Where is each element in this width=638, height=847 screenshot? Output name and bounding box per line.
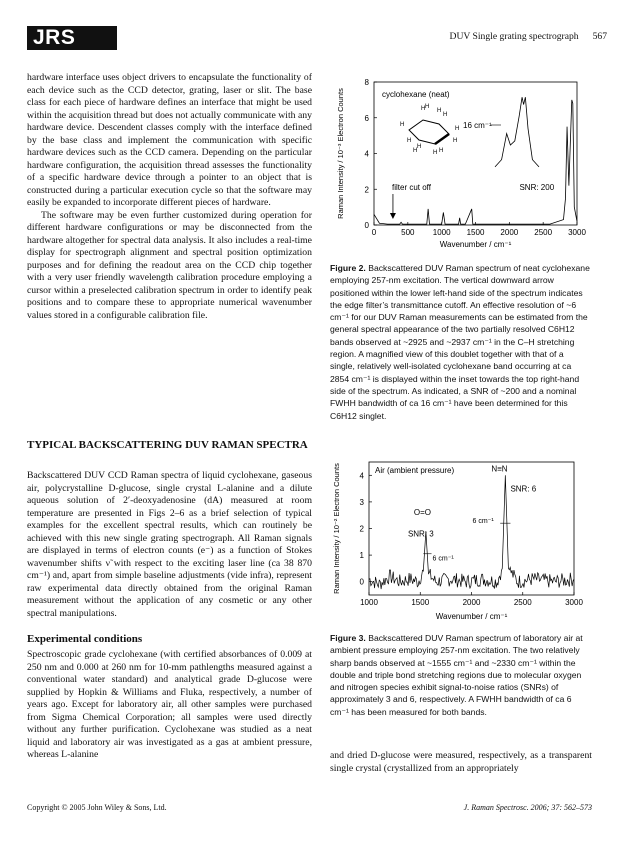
paragraph-software-customization: The software may be even further customized during operation for different hardware configurations or may be disconnected from the hardware altogether for spectral data analysis. It also includes a real-time display for spectrograph alignment and spectral position optimization purposes and for defining the readout area on the CCD chip together with a very user friendly wavelength calibration procedure employing a cursor within a preselected calibration spectrum in order to identify peak positions and to compare these to appropriate numerical wavenumber values stored in a configurable calibration file. [27, 209, 312, 321]
chart-title: Air (ambient pressure) [375, 466, 455, 475]
hydrogen-atom-label: H [425, 104, 430, 110]
running-title: DUV Single grating spectrograph [449, 31, 579, 42]
cyclohexane-ring [409, 120, 449, 144]
x-tick-label: 1500 [466, 228, 485, 237]
left-column [27, 72, 312, 322]
annotation-snr-oxygen: SNR: 3 [407, 529, 434, 539]
annotation-filter-cutoff: filter cut off [392, 183, 431, 192]
plot-frame [374, 82, 577, 225]
section-heading: TYPICAL BACKSCATTERING DUV RAMAN SPECTRA [27, 439, 308, 451]
y-tick-label: 0 [364, 221, 369, 230]
cyclohexane-structure [400, 104, 459, 156]
x-tick-label: 1000 [432, 228, 451, 237]
figure2-caption [330, 262, 590, 422]
hydrogen-atom-label: H [421, 106, 426, 112]
annotation-snr-nitrogen: SNR: 6 [510, 484, 537, 494]
y-tick-label: 2 [364, 185, 369, 195]
hydrogen-atom-label: H [453, 138, 458, 144]
hydrogen-atom-label: H [400, 122, 405, 128]
x-tick-label: 500 [401, 228, 415, 237]
x-tick-label: 2500 [534, 228, 553, 237]
paragraph-typical-spectra [27, 470, 312, 620]
x-axis-label: Wavenumber / cm⁻¹ [439, 240, 512, 249]
paragraph-experimental-conditions [27, 649, 312, 762]
page-number: 567 [592, 31, 607, 42]
y-tick-label: 2 [359, 524, 364, 534]
y-tick-label: 6 [364, 113, 369, 123]
x-tick-label: 3000 [565, 598, 583, 607]
annotation-snr: SNR: 200 [519, 183, 555, 192]
hydrogen-atom-label: H [439, 148, 444, 154]
y-tick-label: 1 [359, 551, 364, 561]
y-tick-label: 4 [364, 149, 369, 159]
hydrogen-atom-label: H [455, 126, 460, 132]
y-axis-label: Raman Intensity / 10⁻³ Electron Counts [336, 88, 345, 219]
figure3-caption-text: Backscattered DUV Raman spectrum of laboratory air at ambient pressure employing 257-nm excitation. The two relatively sharp bands observed at ~1555 cm⁻¹ and ~2330 cm⁻¹ within the double and triple bond stretching regions due to molecular oxygen and nitrogen species exhibit signal-to-noise ratios (SNRs) of approximately 3 and 6, respectively. A FWHH bandwidth of ca 6 cm⁻¹ has been measured for both bands. [330, 633, 583, 717]
subheading-experimental: Experimental conditions [27, 633, 143, 645]
y-tick-label: 8 [364, 78, 369, 87]
chart-title: cyclohexane (neat) [382, 90, 450, 99]
annotation-nitrogen: N≡N [491, 464, 508, 474]
filter-cutoff-arrowhead [390, 213, 396, 219]
figure3-caption-label: Figure 3. [330, 633, 366, 643]
inset-series-line [495, 97, 539, 167]
figure2-caption-text: Backscattered DUV Raman spectrum of neat cyclohexane employing 257-nm excitation. The vertical downward arrow positioned within the lower left-hand side of the spectrum indicates the edge filter’s transmittance cutoff. An effective resolution of ~6 cm⁻¹ for our DUV Raman measurements can be estimated from the general spectral appearance of the two partially resolved C6H12 bands observed at ~2925 and ~2937 cm⁻¹ in the C–H stretching region. A magnified view of this doublet together with that of a single, relatively well-isolated cyclohexane band occurring at ca 2854 cm⁻¹ is displayed within the inset towards the top right-hand side of the spectrum. As indicated, a SNR of ~200 and a nominal FWHH bandwidth of ca 16 cm⁻¹ have been determined for this C6H12 singlet. [330, 263, 590, 421]
running-header [450, 31, 607, 42]
series-line-cyclohexane [374, 100, 577, 224]
footer-citation: J. Raman Spectrosc. 2006; 37: 562–573 [463, 803, 592, 812]
hydrogen-atom-label: H [413, 148, 418, 154]
hydrogen-atom-label: H [407, 138, 412, 144]
y-axis-label: Raman Intensity / 10⁻² Electron Counts [332, 463, 341, 594]
x-tick-label: 2000 [500, 228, 519, 237]
y-tick-label: 0 [359, 577, 364, 587]
paragraph-text: Backscattered DUV CCD Raman spectra of liquid cyclohexane, gaseous air, polycrystalline D-glucose, single crystal L-alanine and a dilute aqueous solution of 2′-deoxyadenosine (dA) measured at room temperature are presented in Figs 2–6 as a brief selection of typical examples for the excellent spectral results, which can routinely be achieved with this new single grating spectrograph. All Raman signals are displayed in terms of electron counts (e⁻) as a function of Stokes wavenumber shifts ν̃ with respect to the exciting laser line (ca 38 870 cm⁻¹) and, apart from simple baseline adjustments (vide infra), represent raw experimental data directly obtained from the original Raman measurement without the application of any cosmetic or any other spectral manipulations. [27, 470, 312, 619]
annotation-oxygen: O=O [413, 508, 432, 518]
right-column-paragraph: and dried D-glucose were measured, respectively, as a transparent single crystal (crystallized from an appropriately [330, 750, 592, 774]
x-tick-label: 2500 [513, 598, 532, 607]
figure3-caption [330, 632, 590, 718]
paragraph-text: Spectroscopic grade cyclohexane (with certified absorbances of 0.009 at 250 nm and 0.000 at 260 nm for 10-mm pathlengths measured against a conventional water standard) and analytical grade D-glucose were supplied by Hopkin & Williams and Fluka, respectively, a number of years ago. Except for laboratory air, all other samples were purchased from Sigma Chemical Corporation; all samples were used directly without any further purification. Cyclohexane was studied as a neat liquid and laboratory air was investigated as a gas at ambient pressure, whereas L-alanine [27, 649, 312, 760]
figure2-caption-label: Figure 2. [330, 263, 366, 273]
y-tick-label: 3 [359, 497, 364, 507]
x-tick-label: 0 [371, 228, 377, 237]
x-tick-label: 1500 [411, 598, 430, 607]
paragraph-hardware-interface: hardware interface uses object drivers to encapsulate the functionality of each device such as the CCD detector, grating, laser or slit. The base class for each piece of hardware defines an interface that might be used within the acquisition thread but does not actually communicate with any hardware device. Descendent classes comply with the interface defined by the base class and implement the communication with specific hardware devices such as the CCD camera. Depending on the particular hardware configuration, the acquisition thread assesses the functionality of a specific hardware device through a pointer to an object that is constructed during a particular execution cycle so that the software may easily be expanded to incorporate different pieces of hardware. [27, 72, 312, 208]
x-axis-label: Wavenumber / cm⁻¹ [435, 612, 508, 621]
hydrogen-atom-label: H [443, 112, 448, 118]
x-tick-label: 3000 [568, 228, 586, 237]
x-tick-label: 1000 [360, 598, 378, 607]
annotation-fwhh-nitrogen: 6 cm⁻¹ [472, 518, 494, 526]
annotation-fwhh-oxygen: 6 cm⁻¹ [432, 555, 454, 563]
ring-front-bond [435, 134, 449, 144]
hydrogen-atom-label: H [417, 144, 422, 150]
footer-copyright: Copyright © 2005 John Wiley & Sons, Ltd. [27, 803, 167, 812]
figure3-chart [327, 458, 592, 628]
hydrogen-atom-label: H [433, 150, 438, 156]
journal-logo: JRS [27, 26, 117, 50]
figure2-chart [327, 70, 592, 260]
y-tick-label: 4 [359, 471, 364, 481]
x-tick-label: 2000 [462, 598, 481, 607]
series-line-air [369, 475, 574, 589]
hydrogen-atom-label: H [437, 108, 442, 114]
annotation-fwhh: 16 cm⁻¹ [463, 121, 492, 130]
